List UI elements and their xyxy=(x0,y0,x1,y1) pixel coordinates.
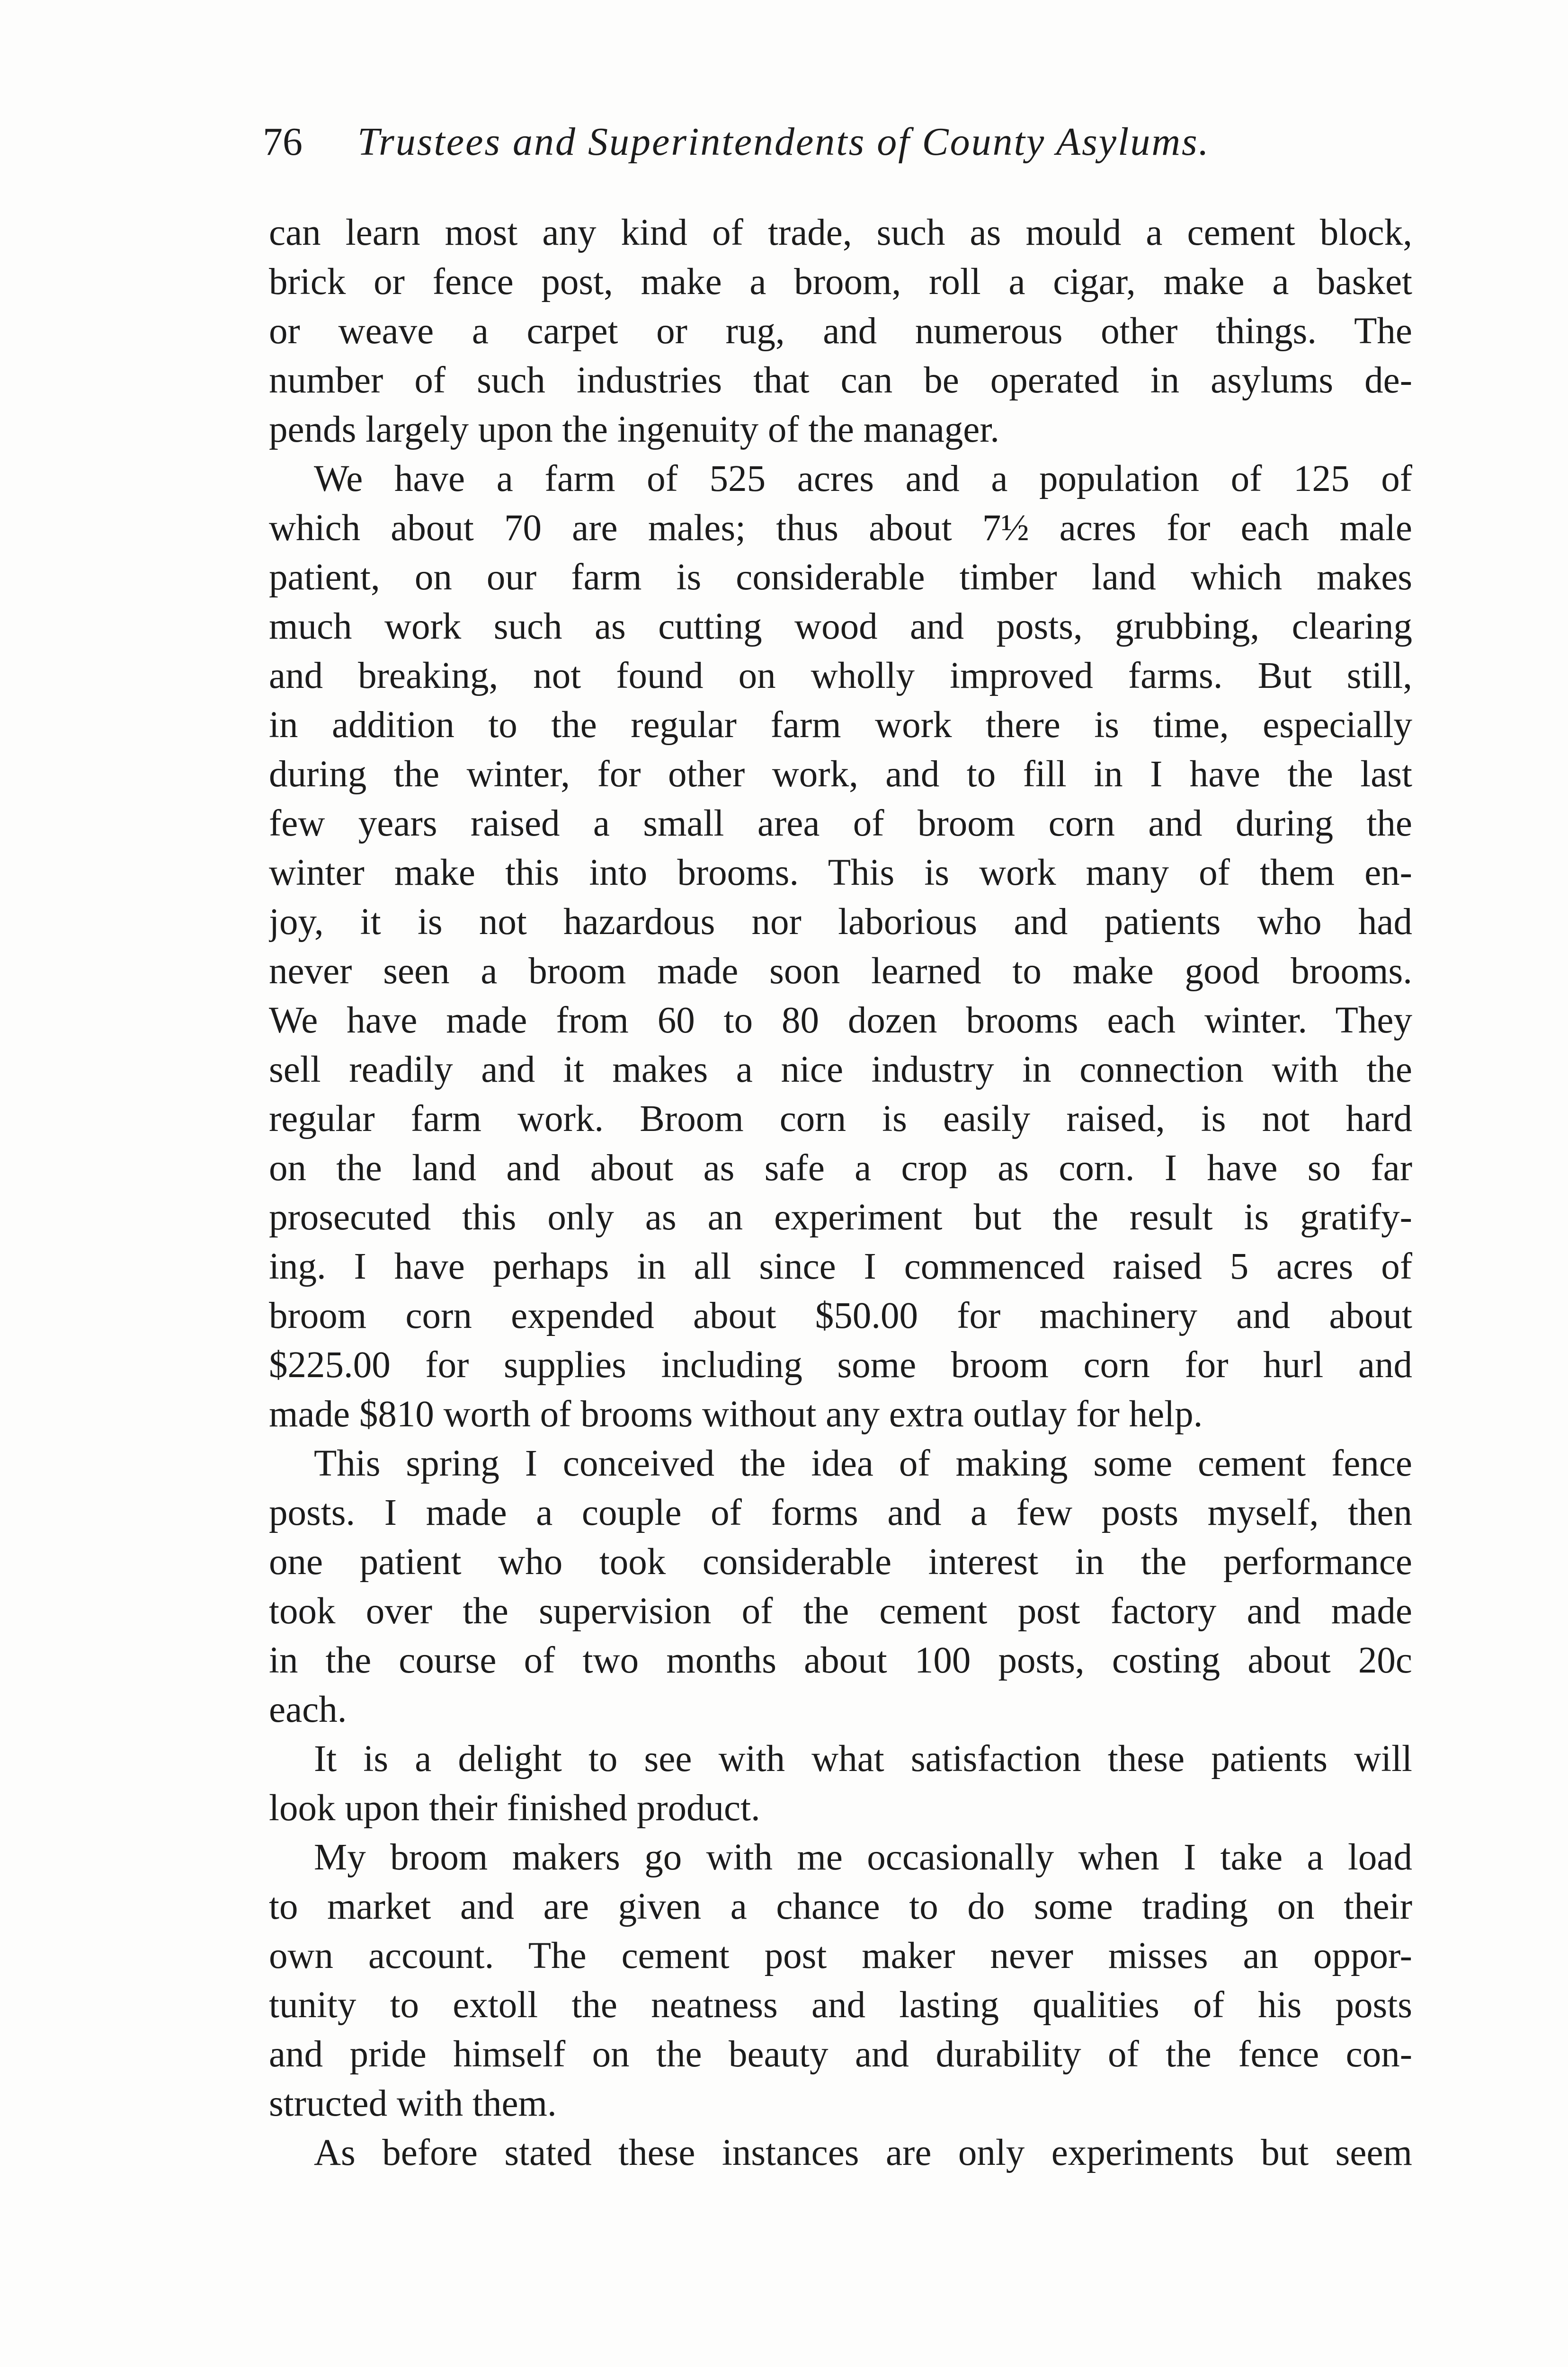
text-line: regular farm work. Broom corn is easily raised, is not hard xyxy=(269,1098,1412,1139)
text-line: can learn most any kind of trade, such as mould a cement block, xyxy=(269,212,1412,253)
text-line: own account. The cement post maker never misses an oppor- xyxy=(269,1935,1412,1976)
text-line: during the winter, for other work, and to fill in I have the last xyxy=(269,754,1412,795)
text-line: ing. I have perhaps in all since I commenced raised 5 acres of xyxy=(269,1246,1412,1287)
text-line: few years raised a small area of broom corn and during the xyxy=(269,803,1412,844)
text-line: prosecuted this only as an experiment but the result is gratify- xyxy=(269,1197,1412,1238)
text-line: each. xyxy=(269,1689,347,1730)
text-line: winter make this into brooms. This is work many of them en- xyxy=(269,852,1412,893)
text-line: It is a delight to see with what satisfaction these patients will xyxy=(314,1738,1412,1780)
text-line: in addition to the regular farm work there is time, especially xyxy=(269,704,1412,746)
text-line: which about 70 are males; thus about 7½ acres for each male xyxy=(269,507,1412,549)
text-line: and pride himself on the beauty and durability of the fence con- xyxy=(269,2034,1412,2075)
body-text xyxy=(269,208,1412,2178)
page-number: 76 xyxy=(263,120,303,164)
text-line: in the course of two months about 100 posts, costing about 20c xyxy=(269,1640,1412,1681)
text-line: This spring I conceived the idea of making some cement fence xyxy=(314,1443,1412,1484)
text-line: $225.00 for supplies including some broom corn for hurl and xyxy=(269,1344,1412,1386)
text-line: My broom makers go with me occasionally when I take a load xyxy=(314,1837,1412,1878)
text-line: number of such industries that can be operated in asylums de- xyxy=(269,360,1412,401)
text-line: one patient who took considerable interest in the performance xyxy=(269,1541,1412,1583)
text-line: took over the supervision of the cement post factory and made xyxy=(269,1591,1412,1632)
text-line: on the land and about as safe a crop as corn. I have so far xyxy=(269,1148,1412,1189)
text-line: to market and are given a chance to do some trading on their xyxy=(269,1886,1412,1927)
text-line: sell readily and it makes a nice industry in connection with the xyxy=(269,1049,1412,1090)
text-line: We have made from 60 to 80 dozen brooms each winter. They xyxy=(269,1000,1412,1041)
text-line: and breaking, not found on wholly improved farms. But still, xyxy=(269,655,1412,696)
text-line: made $810 worth of brooms without any extra outlay for help. xyxy=(269,1394,1203,1435)
text-line: never seen a broom made soon learned to make good brooms. xyxy=(269,951,1412,992)
text-line: structed with them. xyxy=(269,2083,557,2124)
text-line: joy, it is not hazardous nor laborious and patients who had xyxy=(269,901,1412,943)
running-head xyxy=(263,116,1418,168)
text-line: posts. I made a couple of forms and a few posts myself, then xyxy=(269,1492,1412,1533)
text-line: or weave a carpet or rug, and numerous other things. The xyxy=(269,311,1412,352)
text-line: tunity to extoll the neatness and lasting qualities of his posts xyxy=(269,1984,1412,2026)
text-line: look upon their finished product. xyxy=(269,1788,760,1829)
text-line: much work such as cutting wood and posts, grubbing, clearing xyxy=(269,606,1412,647)
text-line: patient, on our farm is considerable timber land which makes xyxy=(269,557,1412,598)
text-line: We have a farm of 525 acres and a population of 125 of xyxy=(314,458,1412,499)
text-line: As before stated these instances are only experiments but seem xyxy=(314,2132,1412,2173)
text-line: pends largely upon the ingenuity of the manager. xyxy=(269,409,1000,450)
text-line: broom corn expended about $50.00 for machinery and about xyxy=(269,1295,1412,1336)
running-title: Trustees and Superintendents of County Asylums. xyxy=(357,120,1210,164)
text-line: brick or fence post, make a broom, roll a cigar, make a basket xyxy=(269,261,1412,303)
